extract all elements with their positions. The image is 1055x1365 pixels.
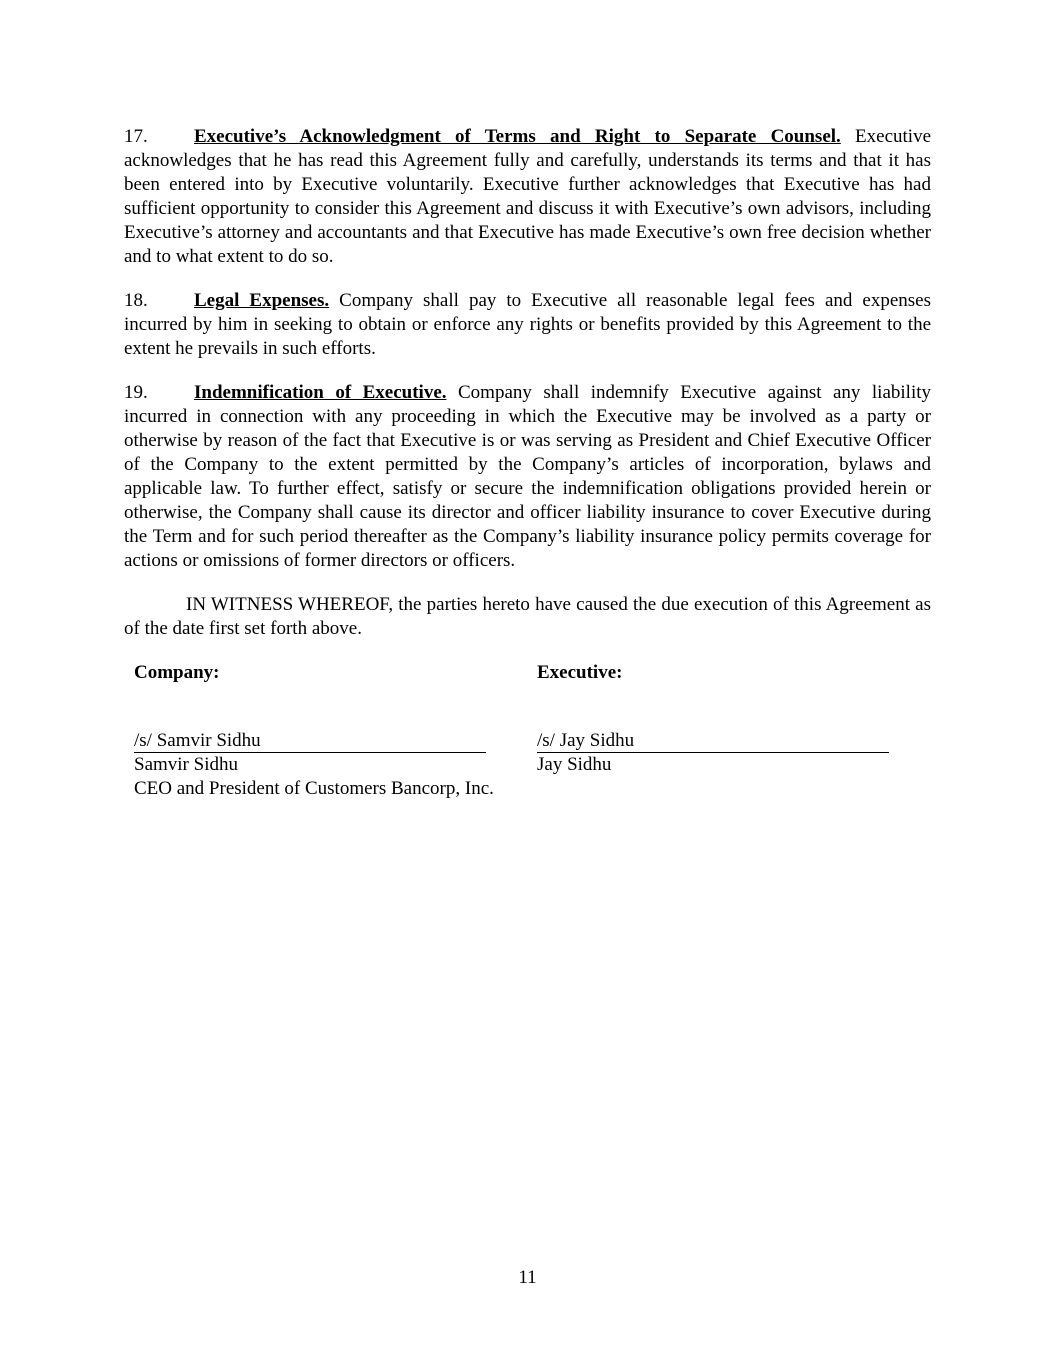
- signature-block: [124, 661, 931, 861]
- section-body: Executive acknowledges that he has read this Agreement fully and carefully, understands its terms and that it has been entered into by Executive voluntarily. Executive further acknowledges that Executive has had sufficient opportunity to consider this Agreement and discuss it with Executive’s own advisors, including Executive’s attorney and accountants and that Executive has made Executive’s own free decision whether and to what extent to do so.: [124, 126, 932, 267]
- section-heading: Indemnification of Executive.: [194, 382, 447, 403]
- company-signature-text: /s/ Samvir Sidhu: [134, 730, 486, 753]
- section-number: 18.: [124, 290, 148, 311]
- page-number: 11: [518, 1267, 537, 1288]
- witness-clause: IN WITNESS WHEREOF, the parties hereto have caused the due execution of this Agreement as of the date first set forth above.: [124, 594, 931, 639]
- company-signature-line: [134, 729, 494, 753]
- company-label: Company:: [134, 662, 220, 683]
- document-page: [124, 125, 931, 861]
- section-heading: Executive’s Acknowledgment of Terms and Right to Separate Counsel.: [194, 126, 841, 147]
- executive-signature-text: /s/ Jay Sidhu: [537, 730, 889, 753]
- company-signer-name: Samvir Sidhu: [134, 754, 238, 775]
- executive-label: Executive:: [537, 662, 623, 683]
- company-signature: [134, 661, 494, 801]
- executive-signature-line: [537, 729, 897, 753]
- section-number: 19.: [124, 382, 148, 403]
- section-body: Company shall indemnify Executive against any liability incurred in connection with any proceeding in which the Executive may be involved as a party or otherwise by reason of the fact that Executive is or was serving as President and Chief Executive Officer of the Company to the extent permitted by the Company’s articles of incorporation, bylaws and applicable law. To further effect, satisfy or secure the indemnification obligations provided herein or otherwise, the Company shall cause its director and officer liability insurance to cover Executive during the Term and for such period thereafter as the Company’s liability insurance policy permits coverage for actions or omissions of former directors or officers.: [124, 382, 932, 571]
- section-number: 17.: [124, 126, 148, 147]
- section-19: [124, 381, 931, 573]
- section-heading: Legal Expenses.: [194, 290, 330, 311]
- section-17: [124, 125, 931, 269]
- section-body: Company shall pay to Executive all reasonable legal fees and expenses incurred by him in seeking to obtain or enforce any rights or benefits provided by this Agreement to the extent he prevails in such efforts.: [124, 290, 931, 359]
- company-signer-title: CEO and President of Customers Bancorp, Inc.: [134, 778, 494, 799]
- section-18: [124, 289, 931, 361]
- executive-signer-name: Jay Sidhu: [537, 754, 612, 775]
- executive-signature: [537, 661, 897, 777]
